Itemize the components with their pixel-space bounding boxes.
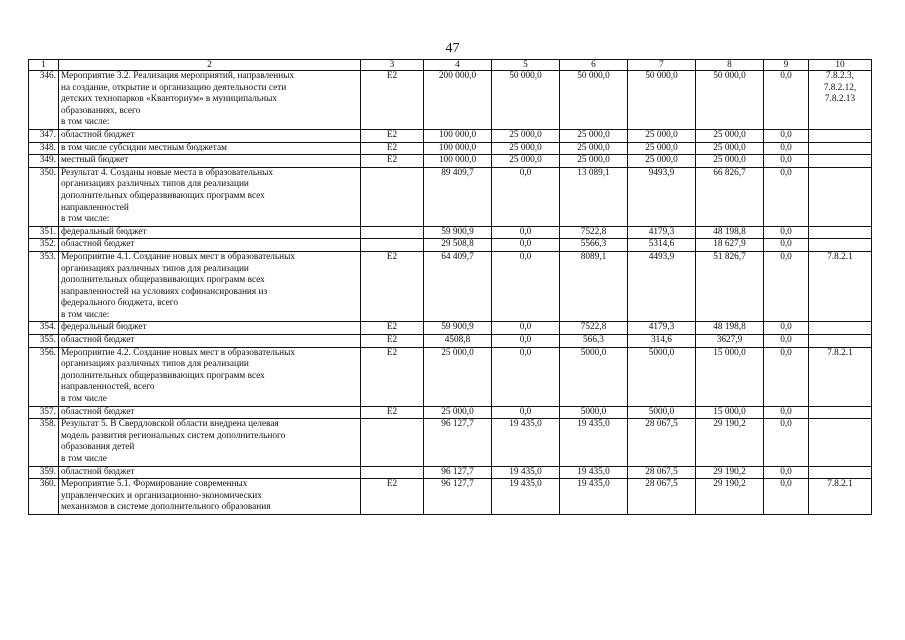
table-row [29,406,872,419]
value-cell-9: 0,0 [764,347,809,406]
reference-cell [809,167,872,226]
value-cell-6: 19 435,0 [560,479,628,515]
value-cell-5: 0,0 [492,226,560,239]
value-cell-5: 0,0 [492,347,560,406]
total-cell: 96 127,7 [424,479,492,515]
description-cell-line: Мероприятие 3.2. Реализация мероприятий, направленных [61,71,295,81]
description-cell-line: на создание, открытие и организацию деятельности сети [61,82,287,93]
description-cell-line: областной бюджет [61,466,135,477]
value-cell-5: 19 435,0 [492,479,560,515]
reference-cell-line [811,239,869,251]
value-cell-8: 29 190,2 [696,466,764,479]
header-cell: 2 [59,60,361,71]
value-cell-5: 0,0 [492,167,560,226]
table-row [29,347,872,406]
reference-cell [809,142,872,155]
row-number-cell: 356. [29,347,59,406]
row-number-cell: 353. [29,251,59,322]
value-cell-7: 5314,6 [628,239,696,252]
description-cell-line: в том числе: [61,117,110,128]
header-cell: 7 [628,60,696,71]
value-cell-8: 18 627,9 [696,239,764,252]
description-cell [59,406,361,419]
value-cell-9: 0,0 [764,167,809,226]
code-cell [361,466,424,479]
description-cell-line: в том числе: [61,214,110,225]
value-cell-9: 0,0 [764,155,809,168]
value-cell-6: 7522,8 [560,322,628,335]
row-number-cell: 354. [29,322,59,335]
value-cell-8: 25 000,0 [696,155,764,168]
header-cell: 3 [361,60,424,71]
reference-cell-line: 7.8.2.1 [827,251,853,262]
description-cell [59,226,361,239]
total-cell: 64 409,7 [424,251,492,322]
value-cell-7: 50 000,0 [628,71,696,130]
reference-cell-line [811,335,869,347]
value-cell-8: 15 000,0 [696,347,764,406]
description-cell-line: детских технопарков «Кванториум» в муниципальных [61,94,278,105]
value-cell-9: 0,0 [764,251,809,322]
reference-cell-line [811,168,869,180]
code-cell: Е2 [361,129,424,142]
code-cell [361,419,424,466]
value-cell-9: 0,0 [764,142,809,155]
table-row [29,419,872,466]
description-cell [59,142,361,155]
description-cell [59,155,361,168]
value-cell-6: 13 089,1 [560,167,628,226]
code-cell: Е2 [361,347,424,406]
description-cell-line: дополнительных общеразвивающих программ всех [61,190,265,201]
reference-cell [809,71,872,130]
description-cell-line: федеральный бюджет [61,322,147,333]
description-cell-line: направленностей [61,202,129,213]
value-cell-6: 50 000,0 [560,71,628,130]
row-number-cell: 346. [29,71,59,130]
value-cell-8: 50 000,0 [696,71,764,130]
table-row [29,155,872,168]
reference-cell-line: 7.8.2.1 [827,347,853,358]
value-cell-6: 7522,8 [560,226,628,239]
table-row [29,466,872,479]
reference-cell-line [811,130,869,142]
value-cell-8: 66 826,7 [696,167,764,226]
value-cell-7: 9493,9 [628,167,696,226]
description-cell-line: Мероприятие 4.1. Создание новых мест в образовательных [61,251,296,262]
reference-cell [809,322,872,335]
header-cell: 5 [492,60,560,71]
reference-cell [809,251,872,322]
row-number-cell: 357. [29,406,59,419]
value-cell-8: 3627,9 [696,335,764,348]
value-cell-7: 5000,0 [628,347,696,406]
description-cell-line: организациях различных типов для реализации [61,263,249,274]
row-number-cell: 358. [29,419,59,466]
row-number-cell: 348. [29,142,59,155]
reference-cell [809,406,872,419]
reference-cell [809,479,872,515]
reference-cell [809,129,872,142]
description-cell-line: организациях различных типов для реализации [61,179,249,190]
table-row [29,129,872,142]
description-cell-line: механизмов в системе дополнительного образования [61,502,271,513]
value-cell-8: 29 190,2 [696,479,764,515]
description-cell [59,479,361,515]
value-cell-5: 25 000,0 [492,155,560,168]
value-cell-9: 0,0 [764,335,809,348]
header-cell: 1 [29,60,59,71]
description-cell-line: направленностей, всего [61,382,155,393]
value-cell-6: 25 000,0 [560,129,628,142]
description-cell-line: местный бюджет [61,155,129,166]
description-cell-line: дополнительных общеразвивающих программ всех [61,370,265,381]
value-cell-6: 5000,0 [560,406,628,419]
code-cell: Е2 [361,71,424,130]
total-cell: 25 000,0 [424,347,492,406]
value-cell-6: 19 435,0 [560,466,628,479]
value-cell-7: 28 067,5 [628,419,696,466]
code-cell [361,167,424,226]
value-cell-5: 0,0 [492,322,560,335]
value-cell-9: 0,0 [764,71,809,130]
description-cell-line: в том числе: [61,309,110,320]
value-cell-5: 0,0 [492,251,560,322]
code-cell: Е2 [361,479,424,515]
description-cell-line: дополнительных общеразвивающих программ всех [61,275,265,286]
value-cell-7: 314,6 [628,335,696,348]
value-cell-9: 0,0 [764,226,809,239]
reference-cell [809,155,872,168]
total-cell: 96 127,7 [424,419,492,466]
reference-cell-line [811,143,869,155]
row-number-cell: 352. [29,239,59,252]
row-number-cell: 349. [29,155,59,168]
code-cell: Е2 [361,251,424,322]
total-cell: 59 900,9 [424,226,492,239]
description-cell-line: в том числе [61,454,107,464]
table-row [29,322,872,335]
value-cell-7: 25 000,0 [628,129,696,142]
value-cell-6: 19 435,0 [560,419,628,466]
value-cell-5: 19 435,0 [492,466,560,479]
description-cell-line: областной бюджет [61,335,135,346]
value-cell-6: 25 000,0 [560,155,628,168]
value-cell-9: 0,0 [764,322,809,335]
value-cell-9: 0,0 [764,406,809,419]
value-cell-8: 51 826,7 [696,251,764,322]
table-row [29,226,872,239]
table-body [29,60,872,515]
code-cell: Е2 [361,406,424,419]
description-cell [59,335,361,348]
value-cell-7: 25 000,0 [628,155,696,168]
value-cell-8: 25 000,0 [696,142,764,155]
reference-cell-line: 7.8.2.13 [824,94,856,105]
table-header-row [29,60,872,71]
header-cell: 6 [560,60,628,71]
description-cell-line: организациях различных типов для реализации [61,359,249,370]
description-cell-line: Мероприятие 4.2. Создание новых мест в образовательных [61,347,296,358]
value-cell-8: 25 000,0 [696,129,764,142]
description-cell-line: в том числе [61,394,107,405]
description-cell-line: областной бюджет [61,129,135,140]
description-cell-line: модель развития региональных систем дополнительного [61,430,286,441]
description-cell-line: Результат 5. В Свердловской области внедрена целевая [61,419,279,430]
description-cell-line: федеральный бюджет [61,226,147,237]
code-cell: Е2 [361,142,424,155]
value-cell-7: 28 067,5 [628,466,696,479]
reference-cell-line: 7.8.2.3, 7.8.2.12, [823,71,857,93]
budget-table [28,59,872,515]
total-cell: 100 000,0 [424,129,492,142]
row-number-cell: 360. [29,479,59,515]
total-cell: 29 508,8 [424,239,492,252]
total-cell: 4508,8 [424,335,492,348]
page-number: 47 [445,41,460,56]
reference-cell [809,347,872,406]
code-cell: Е2 [361,155,424,168]
reference-cell-line: 7.8.2.1 [827,479,853,490]
description-cell-line: Мероприятие 5.1. Формирование современных [61,479,248,490]
value-cell-5: 0,0 [492,335,560,348]
total-cell: 100 000,0 [424,142,492,155]
value-cell-7: 4179,3 [628,226,696,239]
reference-cell [809,335,872,348]
row-number-cell: 351. [29,226,59,239]
description-cell-line: федерального бюджета, всего [61,298,179,309]
table-row [29,239,872,252]
header-cell: 8 [696,60,764,71]
header-cell: 10 [809,60,872,71]
value-cell-6: 8089,1 [560,251,628,322]
reference-cell-line [811,467,869,479]
reference-cell [809,419,872,466]
value-cell-5: 0,0 [492,239,560,252]
header-cell: 9 [764,60,809,71]
value-cell-6: 5000,0 [560,347,628,406]
value-cell-9: 0,0 [764,129,809,142]
value-cell-9: 0,0 [764,466,809,479]
value-cell-7: 5000,0 [628,406,696,419]
row-number-cell: 355. [29,335,59,348]
value-cell-7: 25 000,0 [628,142,696,155]
table-row [29,335,872,348]
table-row [29,142,872,155]
value-cell-6: 25 000,0 [560,142,628,155]
value-cell-5: 19 435,0 [492,419,560,466]
value-cell-7: 28 067,5 [628,479,696,515]
total-cell: 59 900,9 [424,322,492,335]
value-cell-9: 0,0 [764,419,809,466]
description-cell-line: направленностей на условиях софинансирования из [61,286,268,297]
description-cell [59,71,361,130]
value-cell-8: 29 190,2 [696,419,764,466]
row-number-cell: 347. [29,129,59,142]
table-row [29,251,872,322]
description-cell [59,239,361,252]
table-row [29,479,872,515]
reference-cell-line [811,227,869,239]
value-cell-7: 4493,9 [628,251,696,322]
value-cell-7: 4179,3 [628,322,696,335]
code-cell [361,226,424,239]
value-cell-5: 0,0 [492,406,560,419]
reference-cell [809,466,872,479]
row-number-cell: 350. [29,167,59,226]
total-cell: 100 000,0 [424,155,492,168]
code-cell: Е2 [361,335,424,348]
code-cell [361,239,424,252]
table-row [29,71,872,130]
description-cell-line: Результат 4. Созданы новые места в образовательных [61,167,273,178]
value-cell-6: 566,3 [560,335,628,348]
description-cell-line: областной бюджет [61,406,135,417]
value-cell-9: 0,0 [764,479,809,515]
description-cell [59,167,361,226]
description-cell-line: образованиях, всего [61,105,141,116]
value-cell-5: 50 000,0 [492,71,560,130]
reference-cell-line [811,322,869,334]
total-cell: 200 000,0 [424,71,492,130]
description-cell-line: образования детей [61,442,135,453]
description-cell-line: в том числе субсидии местным бюджетам [61,142,227,153]
reference-cell-line [811,419,869,431]
code-cell: Е2 [361,322,424,335]
value-cell-5: 25 000,0 [492,129,560,142]
description-cell [59,347,361,406]
row-number-cell: 359. [29,466,59,479]
value-cell-6: 5566,3 [560,239,628,252]
reference-cell-line [811,155,869,167]
description-cell-line: управленческих и организационно-экономических [61,490,262,501]
value-cell-5: 25 000,0 [492,142,560,155]
value-cell-8: 15 000,0 [696,406,764,419]
reference-cell-line [811,407,869,419]
table-row [29,167,872,226]
value-cell-9: 0,0 [764,239,809,252]
description-cell-line: областной бюджет [61,239,135,250]
total-cell: 25 000,0 [424,406,492,419]
total-cell: 89 409,7 [424,167,492,226]
reference-cell [809,239,872,252]
description-cell [59,419,361,466]
total-cell: 96 127,7 [424,466,492,479]
description-cell [59,129,361,142]
value-cell-8: 48 198,8 [696,226,764,239]
description-cell [59,466,361,479]
reference-cell [809,226,872,239]
value-cell-8: 48 198,8 [696,322,764,335]
description-cell [59,251,361,322]
description-cell [59,322,361,335]
header-cell: 4 [424,60,492,71]
